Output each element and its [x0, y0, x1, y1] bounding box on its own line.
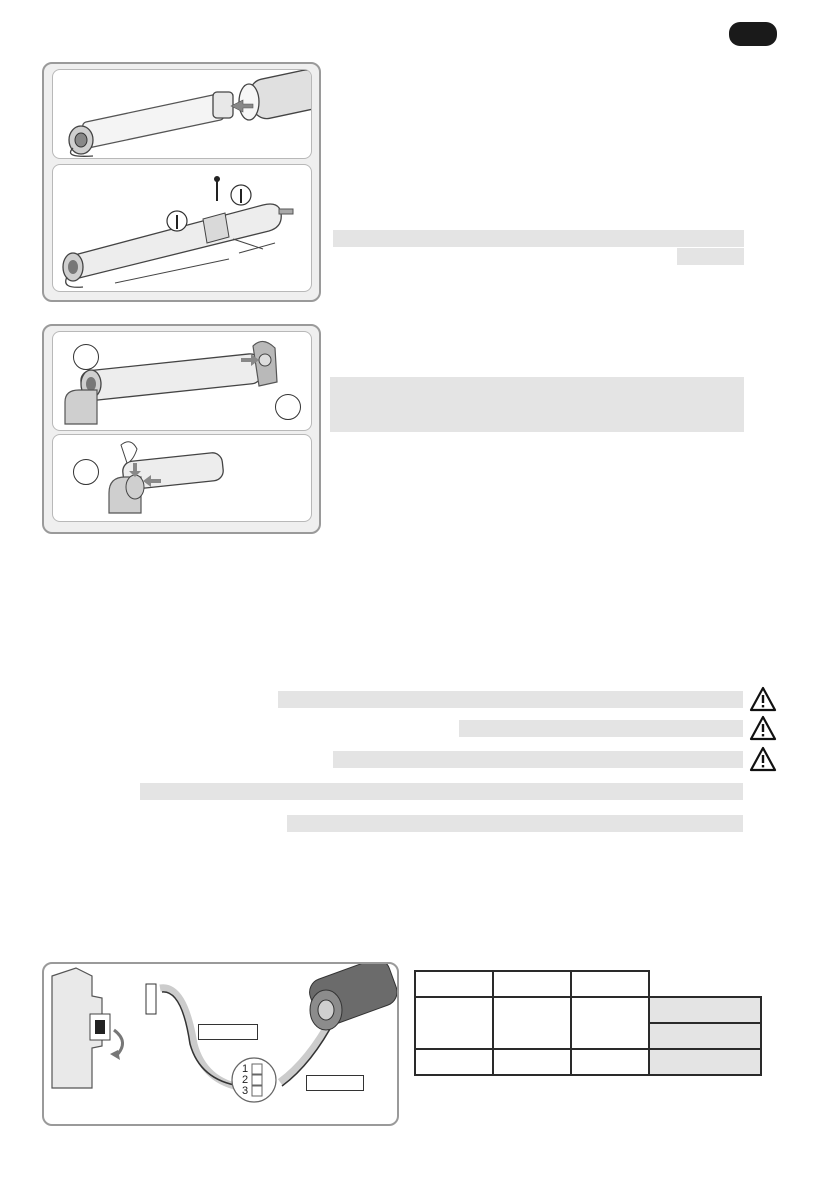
- table-cell: [415, 997, 493, 1049]
- figure-tube-insert: [52, 69, 312, 159]
- table-shaded-cell: [649, 1023, 761, 1049]
- highlight-box-note: [330, 377, 744, 432]
- table-row: [415, 1049, 761, 1075]
- table-header-cell: [415, 971, 493, 997]
- highlight-bar-1: [333, 230, 744, 247]
- table-cell: [571, 997, 649, 1049]
- callout-circle-b: [275, 394, 301, 420]
- screw-fixing-illustration: [53, 165, 312, 292]
- table-row: [415, 971, 761, 997]
- warning-triangle-icon: [749, 686, 777, 712]
- wiring-table: [414, 970, 762, 1076]
- figure-bracket-bottom: [52, 434, 312, 522]
- table-shaded-cell: [649, 1049, 761, 1075]
- table-cell: [415, 1049, 493, 1075]
- table-cell: [493, 1049, 571, 1075]
- table-header-cell: [571, 971, 649, 997]
- cable-label-supply: [198, 1024, 258, 1040]
- warning-bar-2: [459, 720, 743, 737]
- table-cell: [493, 997, 571, 1049]
- warning-triangle-icon: [749, 715, 777, 741]
- highlight-bar-2: [677, 248, 744, 265]
- motor-into-tube-illustration: [53, 70, 312, 159]
- table-header-cell: [493, 971, 571, 997]
- cable-label-motor: [306, 1075, 364, 1091]
- warning-bar-3: [333, 751, 743, 768]
- table-row: [415, 997, 761, 1023]
- wiring-illustration: [44, 964, 397, 1124]
- table-empty-cell: [649, 971, 761, 997]
- terminal-number-3: 3: [242, 1085, 249, 1097]
- note-bar-5: [287, 815, 743, 832]
- figure-bracket-top: [52, 331, 312, 431]
- language-badge: [729, 22, 777, 46]
- warning-bar-1: [278, 691, 743, 708]
- figure-bracket-mounting: [42, 324, 321, 534]
- terminal-number-1: 1: [242, 1063, 249, 1075]
- terminal-number-2: 2: [242, 1074, 249, 1086]
- figure-tube-screwing: [52, 164, 312, 292]
- figure-tube-assembly: [42, 62, 321, 302]
- figure-wiring: [42, 962, 399, 1126]
- table-shaded-cell: [649, 997, 761, 1023]
- callout-circle-a: [73, 344, 99, 370]
- callout-circle-c: [73, 459, 99, 485]
- warning-triangle-icon: [749, 746, 777, 772]
- table-cell: [571, 1049, 649, 1075]
- note-bar-4: [140, 783, 743, 800]
